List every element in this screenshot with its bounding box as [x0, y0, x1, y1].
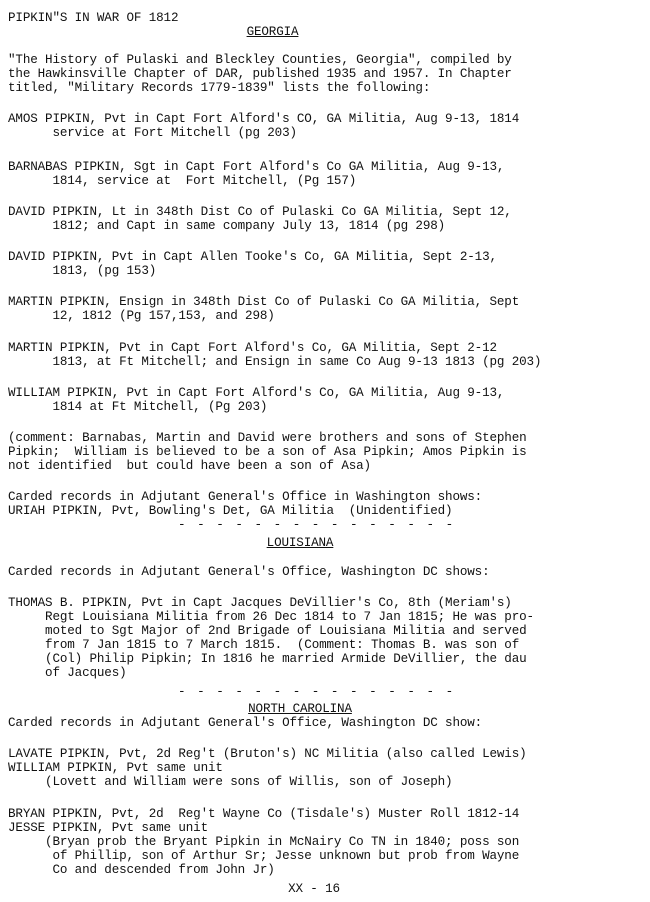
georgia-intro-line: titled, "Military Records 1779-1839" lists the following:: [8, 81, 431, 95]
nc-note-lovett-william: (Lovett and William were sons of Willis, son of Joseph): [8, 775, 453, 789]
georgia-entry-uriah: URIAH PIPKIN, Pvt, Bowling's Det, GA Militia (Unidentified): [8, 504, 453, 518]
georgia-entry-david-pvt: DAVID PIPKIN, Pvt in Capt Allen Tooke's Co, GA Militia, Sept 2-13,: [8, 250, 497, 264]
georgia-intro-line: the Hawkinsville Chapter of DAR, published 1935 and 1957. In Chapter: [8, 67, 512, 81]
georgia-entry-david-lt-cont: 1812; and Capt in same company July 13, 1814 (pg 298): [8, 219, 446, 233]
nc-entry-bryan: BRYAN PIPKIN, Pvt, 2d Reg't Wayne Co (Tisdale's) Muster Roll 1812-14: [8, 807, 520, 821]
georgia-entry-amos: AMOS PIPKIN, Pvt in Capt Fort Alford's CO, GA Militia, Aug 9-13, 1814: [8, 112, 520, 126]
georgia-entry-martin-pvt: MARTIN PIPKIN, Pvt in Capt Fort Alford's Co, GA Militia, Sept 2-12: [8, 341, 497, 355]
nc-note-bryan-jesse: (Bryan prob the Bryant Pipkin in McNairy Co TN in 1840; poss son: [8, 835, 520, 849]
georgia-comment-line: Pipkin; William is believed to be a son of Asa Pipkin; Amos Pipkin is: [8, 445, 527, 459]
document-header: PIPKIN"S IN WAR OF 1812: [8, 11, 179, 25]
georgia-comment-line: not identified but could have been a son of Asa): [8, 459, 371, 473]
georgia-intro-line: "The History of Pulaski and Bleckley Counties, Georgia", compiled by: [8, 53, 512, 67]
louisiana-entry-thomas-cont: moted to Sgt Major of 2nd Brigade of Louisiana Militia and served: [8, 624, 527, 638]
georgia-entry-barnabas-cont: 1814, service at Fort Mitchell, (Pg 157): [8, 174, 357, 188]
georgia-entry-amos-cont: service at Fort Mitchell (pg 203): [8, 126, 297, 140]
nc-note-bryan-jesse: of Phillip, son of Arthur Sr; Jesse unknown but prob from Wayne: [8, 849, 520, 863]
page-number: XX - 16: [288, 882, 340, 896]
louisiana-entry-thomas-cont: (Col) Philip Pipkin; In 1816 he married Armide DeVillier, the dau: [8, 652, 527, 666]
georgia-entry-david-pvt-cont: 1813, (pg 153): [8, 264, 157, 278]
nc-entry-lavate: LAVATE PIPKIN, Pvt, 2d Reg't (Bruton's) NC Militia (also called Lewis): [8, 747, 527, 761]
nc-entry-william: WILLIAM PIPKIN, Pvt same unit: [8, 761, 223, 775]
section-heading-georgia: GEORGIA: [246, 25, 299, 39]
nc-entry-jesse: JESSE PIPKIN, Pvt same unit: [8, 821, 209, 835]
section-heading-north-carolina: NORTH CAROLINA: [248, 702, 352, 716]
georgia-entry-martin-pvt-cont: 1813, at Ft Mitchell; and Ensign in same Co Aug 9-13 1813 (pg 203): [8, 355, 542, 369]
georgia-entry-martin-ensign: MARTIN PIPKIN, Ensign in 348th Dist Co of Pulaski Co GA Militia, Sept: [8, 295, 520, 309]
georgia-entry-barnabas: BARNABAS PIPKIN, Sgt in Capt Fort Alford's Co GA Militia, Aug 9-13,: [8, 160, 505, 174]
nc-note-bryan-jesse: Co and descended from John Jr): [8, 863, 275, 877]
georgia-comment-line: (comment: Barnabas, Martin and David were brothers and sons of Stephen: [8, 431, 527, 445]
louisiana-entry-thomas: THOMAS B. PIPKIN, Pvt in Capt Jacques DeVillier's Co, 8th (Meriam's): [8, 596, 512, 610]
georgia-carded-records: Carded records in Adjutant General's Office in Washington shows:: [8, 490, 483, 504]
louisiana-entry-thomas-cont: from 7 Jan 1815 to 7 March 1815. (Comment: Thomas B. was son of: [8, 638, 520, 652]
section-separator: - - - - - - - - - - - - - - -: [178, 685, 456, 699]
louisiana-entry-thomas-cont: of Jacques): [8, 666, 127, 680]
georgia-entry-william: WILLIAM PIPKIN, Pvt in Capt Fort Alford's Co, GA Militia, Aug 9-13,: [8, 386, 505, 400]
north-carolina-carded-records: Carded records in Adjutant General's Office, Washington DC show:: [8, 716, 483, 730]
georgia-entry-william-cont: 1814 at Ft Mitchell, (Pg 203): [8, 400, 268, 414]
georgia-entry-david-lt: DAVID PIPKIN, Lt in 348th Dist Co of Pulaski Co GA Militia, Sept 12,: [8, 205, 512, 219]
louisiana-carded-records: Carded records in Adjutant General's Office, Washington DC shows:: [8, 565, 490, 579]
section-heading-louisiana: LOUISIANA: [266, 536, 334, 550]
louisiana-entry-thomas-cont: Regt Louisiana Militia from 26 Dec 1814 to 7 Jan 1815; He was pro-: [8, 610, 534, 624]
georgia-entry-martin-ensign-cont: 12, 1812 (Pg 157,153, and 298): [8, 309, 275, 323]
section-separator: - - - - - - - - - - - - - - -: [178, 518, 456, 532]
